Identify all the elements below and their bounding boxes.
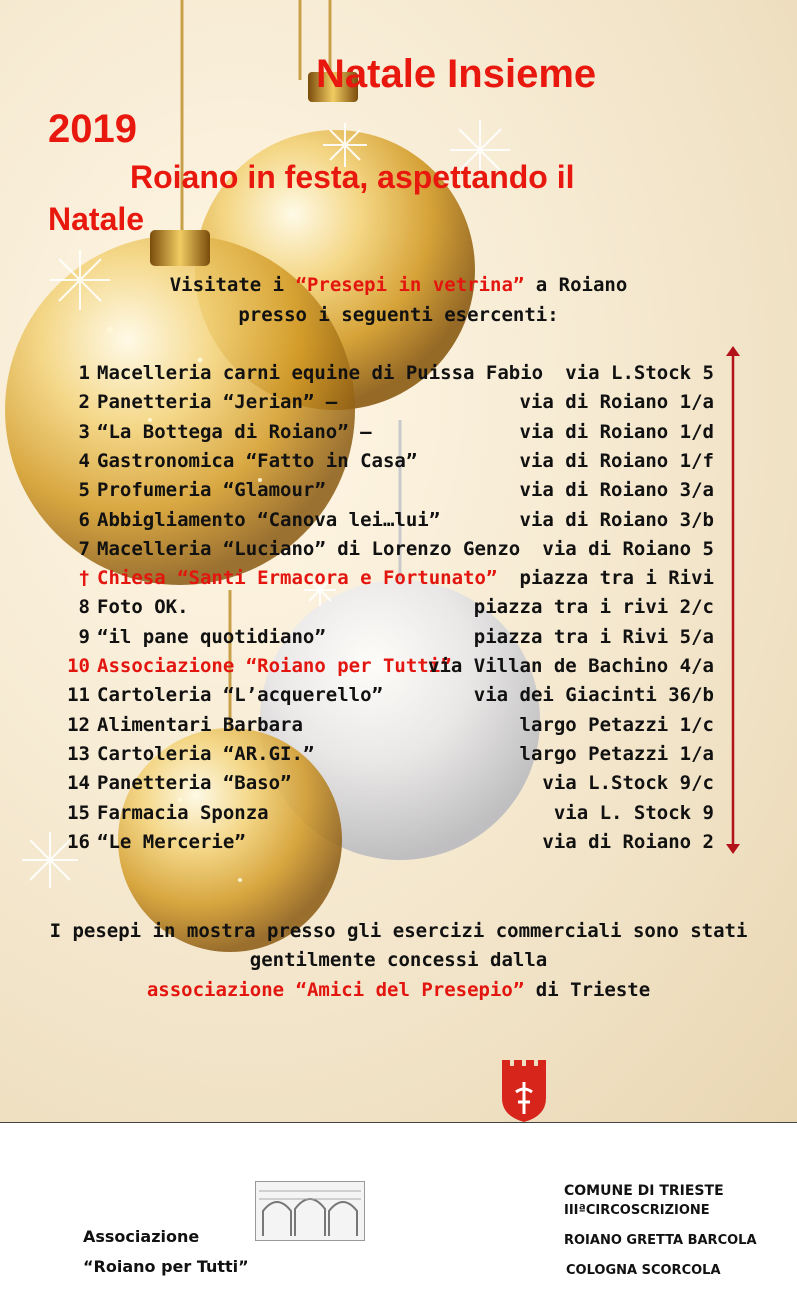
- shop-number: 1: [78, 362, 90, 384]
- shop-address: via Villan de Bachino 4/a: [428, 655, 714, 677]
- list-item: [0, 714, 797, 742]
- shop-name: Cartoleria “AR.GI.”: [97, 743, 315, 765]
- shop-name: “La Bottega di Roiano” –: [97, 421, 372, 443]
- shop-address: largo Petazzi 1/c: [519, 714, 714, 736]
- shop-number: 10: [67, 655, 90, 677]
- shop-address: piazza tra i Rivi 5/a: [473, 626, 714, 648]
- shop-address: via dei Giacinti 36/b: [473, 684, 714, 706]
- note-line2: gentilmente concessi dalla: [249, 949, 548, 971]
- shop-address: via L.Stock 9/c: [542, 772, 714, 794]
- shop-address: via di Roiano 1/f: [519, 450, 714, 472]
- page-title: Natale Insieme: [316, 52, 597, 96]
- intro-line1: [0, 274, 797, 296]
- shop-address: via L. Stock 9: [553, 802, 714, 824]
- shop-name: Macelleria carni equine di Puissa Fabio: [97, 362, 544, 384]
- intro-highlight: “Presepi in vetrina”: [295, 274, 525, 296]
- shop-address: via di Roiano 1/a: [519, 391, 714, 413]
- shop-name: Gastronomica “Fatto in Casa”: [97, 450, 418, 472]
- list-item: [0, 391, 797, 419]
- shop-number: 9: [78, 626, 90, 648]
- shop-address: via di Roiano 3/b: [519, 509, 714, 531]
- note-end: di Trieste: [524, 979, 651, 1001]
- shop-number: 7: [78, 538, 90, 560]
- note-line1: I pesepi in mostra presso gli esercizi commerciali sono stati: [49, 920, 748, 942]
- list-item: [0, 538, 797, 566]
- shop-address: via di Roiano 3/a: [519, 479, 714, 501]
- assoc-line1: Associazione: [83, 1227, 200, 1246]
- list-item: [0, 743, 797, 771]
- title-year: 2019: [48, 107, 137, 151]
- shop-address: via di Roiano 2: [542, 831, 714, 853]
- intro-text: Visitate i: [169, 274, 296, 296]
- shop-address: via di Roiano 1/d: [519, 421, 714, 443]
- shop-name: Chiesa “Santi Ermacora e Fortunato”: [97, 567, 498, 589]
- shop-number: 14: [67, 772, 90, 794]
- shop-number: 3: [78, 421, 90, 443]
- shop-number: 5: [78, 479, 90, 501]
- shop-address: largo Petazzi 1/a: [519, 743, 714, 765]
- shop-name: Alimentari Barbara: [97, 714, 303, 736]
- shop-name: Foto OK.: [97, 596, 189, 618]
- comune-line2: IIIªCIRCOSCRIZIONE: [564, 1203, 710, 1218]
- shop-name: Profumeria “Glamour”: [97, 479, 326, 501]
- shop-name: Panetteria “Baso”: [97, 772, 292, 794]
- list-item: [0, 802, 797, 830]
- comune-line4: COLOGNA SCORCOLA: [566, 1263, 721, 1278]
- footer: [0, 1122, 797, 1293]
- list-item: [0, 567, 797, 595]
- list-item: [0, 479, 797, 507]
- shop-number: 12: [67, 714, 90, 736]
- subtitle-line1: Roiano in festa, aspettando il: [130, 159, 575, 195]
- note-highlight: associazione “Amici del Presepio”: [146, 979, 525, 1001]
- comune-line1: COMUNE DI TRIESTE: [564, 1183, 724, 1199]
- shop-name: Abbigliamento “Canova lei…lui”: [97, 509, 441, 531]
- list-item: [0, 509, 797, 537]
- shop-number: 15: [67, 802, 90, 824]
- list-item: [0, 450, 797, 478]
- shop-name: Macelleria “Luciano” di Lorenzo Genzo: [97, 538, 521, 560]
- shop-number: 2: [78, 391, 90, 413]
- double-arrow-icon: [724, 346, 742, 854]
- shop-name: Cartoleria “L’acquerello”: [97, 684, 383, 706]
- shop-name: Panetteria “Jerian” –: [97, 391, 338, 413]
- shop-name: “il pane quotidiano”: [97, 626, 326, 648]
- shop-name: Farmacia Sponza: [97, 802, 269, 824]
- shop-number: 16: [67, 831, 90, 853]
- shop-number: 6: [78, 509, 90, 531]
- shop-address: piazza tra i rivi 2/c: [473, 596, 714, 618]
- list-item: [0, 831, 797, 859]
- list-item: [0, 626, 797, 654]
- list-item: [0, 596, 797, 624]
- shop-number: †: [78, 567, 90, 589]
- shop-name: “Le Mercerie”: [97, 831, 246, 853]
- assoc-line2: “Roiano per Tutti”: [83, 1257, 249, 1276]
- shop-name: Associazione “Roiano per Tutti”: [97, 655, 452, 677]
- shop-number: 13: [67, 743, 90, 765]
- intro-line2: presso i seguenti esercenti:: [238, 304, 559, 326]
- shop-address: piazza tra i Rivi: [519, 567, 714, 589]
- shop-number: 11: [67, 684, 90, 706]
- shop-number: 4: [78, 450, 90, 472]
- list-item: [0, 772, 797, 800]
- association-logo-icon: [255, 1181, 365, 1241]
- list-item: [0, 655, 797, 683]
- shop-number: 8: [78, 596, 90, 618]
- note-line3: [0, 979, 797, 1001]
- comune-line3: ROIANO GRETTA BARCOLA: [564, 1233, 757, 1248]
- shop-address: via L.Stock 5: [565, 362, 714, 384]
- shop-address: via di Roiano 5: [542, 538, 714, 560]
- list-item: [0, 684, 797, 712]
- intro-text-end: a Roiano: [524, 274, 628, 296]
- subtitle-line2: Natale: [48, 201, 145, 237]
- list-item: [0, 362, 797, 390]
- trieste-coat-of-arms-icon: [498, 1058, 550, 1122]
- list-item: [0, 421, 797, 449]
